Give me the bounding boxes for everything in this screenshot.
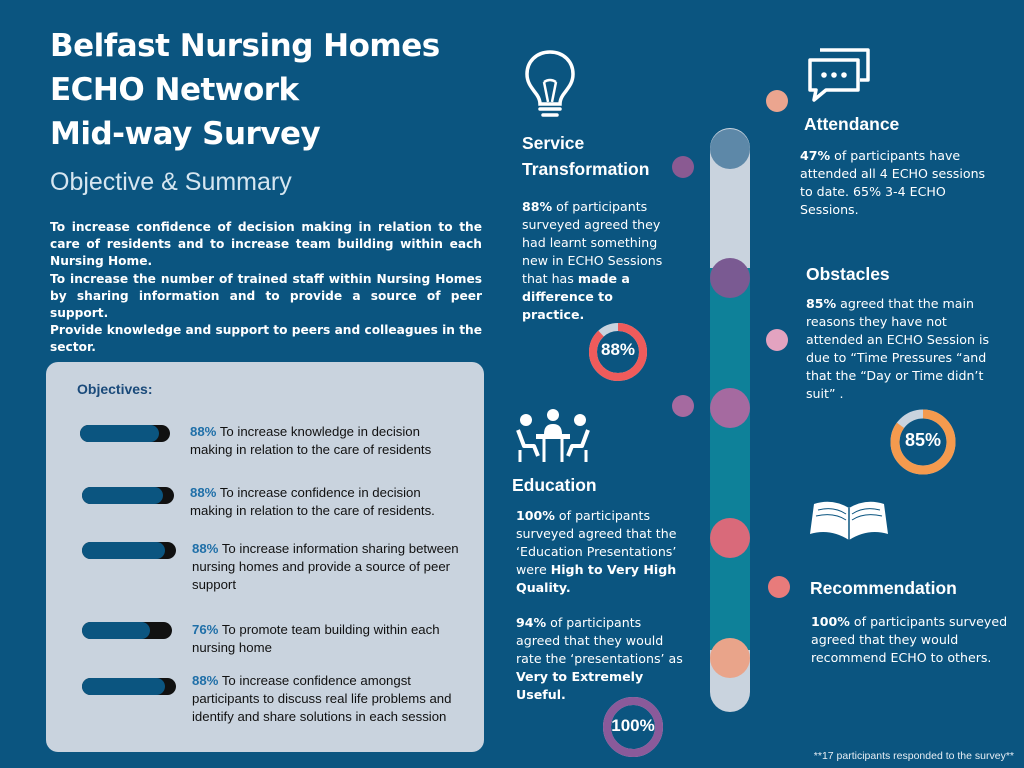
objective-bar xyxy=(82,678,176,695)
objective-bar xyxy=(82,622,172,639)
objective-pct: 76% xyxy=(192,622,219,637)
objective-text: To increase confidence amongst participants to discuss real life problems and identify and share solutions in each session xyxy=(192,673,452,724)
timeline-node xyxy=(710,129,750,169)
obstacles-pct: 85% xyxy=(806,296,837,311)
attendance-heading: Attendance xyxy=(804,114,900,134)
service-body: of participants surveyed agreed they had learnt something new in ECHO Sessions that has xyxy=(522,199,663,286)
objective-text: To promote team building within each nursing home xyxy=(192,622,440,655)
education-pct-1: 100% xyxy=(516,508,555,523)
education-body-2: of participants agreed that they would rate the ‘presentations’ as xyxy=(516,615,683,666)
attendance-pct: 47% xyxy=(800,148,831,163)
timeline xyxy=(700,120,762,720)
timeline-node xyxy=(710,518,750,558)
objective-bar xyxy=(82,487,174,504)
section-dot xyxy=(766,329,788,351)
obstacles-body: agreed that the main reasons they have not attended an ECHO Session is due to “Time Pressures “and that the “Day or Time didn’t suit” . xyxy=(806,296,990,401)
education-ring-label: 100% xyxy=(611,716,655,735)
intro-text xyxy=(50,219,482,357)
section-dot xyxy=(766,90,788,112)
section-dot xyxy=(672,395,694,417)
intro-paragraph-3: Provide knowledge and support to peers and colleagues in the sector. xyxy=(50,323,482,355)
objective-item xyxy=(192,540,467,594)
obstacles-ring-label: 85% xyxy=(904,430,942,450)
meeting-icon xyxy=(514,406,592,464)
title-line-2: ECHO Network xyxy=(50,72,299,108)
lightbulb-icon xyxy=(522,48,578,120)
obstacles-heading: Obstacles xyxy=(806,264,890,284)
service-emphasis: made a difference to practice. xyxy=(522,271,630,322)
title-line-3: Mid-way Survey xyxy=(50,116,321,152)
objective-item xyxy=(192,672,467,726)
section-dot xyxy=(672,156,694,178)
timeline-node xyxy=(710,388,750,428)
education-emphasis-1: High to Very High Quality. xyxy=(516,562,677,595)
timeline-teal-segment xyxy=(710,268,750,650)
subtitle: Objective & Summary xyxy=(50,168,292,196)
education-heading: Education xyxy=(512,475,597,495)
objective-item xyxy=(192,621,467,657)
objectives-heading: Objectives: xyxy=(77,381,153,397)
objective-pct: 88% xyxy=(192,673,219,688)
service-ring-label: 88% xyxy=(600,340,636,359)
objective-bar-fill xyxy=(80,425,159,442)
recommendation-heading: Recommendation xyxy=(810,578,957,598)
chat-icon xyxy=(806,46,872,104)
objective-pct: 88% xyxy=(190,485,217,500)
objective-item xyxy=(190,423,465,459)
recommendation-pct: 100% xyxy=(811,614,850,629)
objective-bar-fill xyxy=(82,678,165,695)
recommendation-text xyxy=(811,613,1011,667)
attendance-body: of participants have attended all 4 ECHO sessions to date. 65% 3-4 ECHO Sessions. xyxy=(800,148,986,217)
title-line-1: Belfast Nursing Homes xyxy=(50,28,440,64)
obstacles-text xyxy=(806,295,1006,403)
objective-bar-fill xyxy=(82,487,163,504)
recommendation-body: of participants surveyed agreed that they would recommend ECHO to others. xyxy=(811,614,1008,665)
objective-text: To increase confidence in decision making in relation to the care of residents. xyxy=(190,485,435,518)
timeline-node xyxy=(710,638,750,678)
timeline-node xyxy=(710,258,750,298)
objective-item xyxy=(190,484,465,520)
objective-bar xyxy=(80,425,170,442)
education-text-1 xyxy=(516,507,684,597)
objective-text: To increase knowledge in decision making in relation to the care of residents xyxy=(190,424,432,457)
intro-paragraph-2: To increase the number of trained staff within Nursing Homes by sharing information and to provide a source of peer support. xyxy=(50,271,482,321)
service-heading-line-1: Service xyxy=(522,133,585,153)
page-title xyxy=(50,24,440,156)
attendance-text xyxy=(800,147,1000,219)
objective-pct: 88% xyxy=(192,541,219,556)
objective-pct: 88% xyxy=(190,424,217,439)
book-icon xyxy=(808,494,890,546)
objective-bar-fill xyxy=(82,622,150,639)
objective-bar-fill xyxy=(82,542,165,559)
objective-text: To increase information sharing between nursing homes and provide a source of peer support xyxy=(192,541,459,592)
service-heading xyxy=(522,130,649,182)
service-pct: 88% xyxy=(522,199,553,214)
footnote: **17 participants responded to the survey** xyxy=(813,750,1014,762)
education-emphasis-2: Very to Extremely Useful. xyxy=(516,669,644,702)
education-pct-2: 94% xyxy=(516,615,547,630)
service-text xyxy=(522,198,672,324)
intro-paragraph-1: To increase confidence of decision making in relation to the care of residents and to increase team building within each Nursing Home. xyxy=(50,220,482,269)
service-heading-line-2: Transformation xyxy=(522,159,650,179)
education-body-1: of participants surveyed agreed that the ‘Education Presentations’ were xyxy=(516,508,677,577)
objective-bar xyxy=(82,542,176,559)
education-text-2 xyxy=(516,614,684,704)
section-dot xyxy=(768,576,790,598)
